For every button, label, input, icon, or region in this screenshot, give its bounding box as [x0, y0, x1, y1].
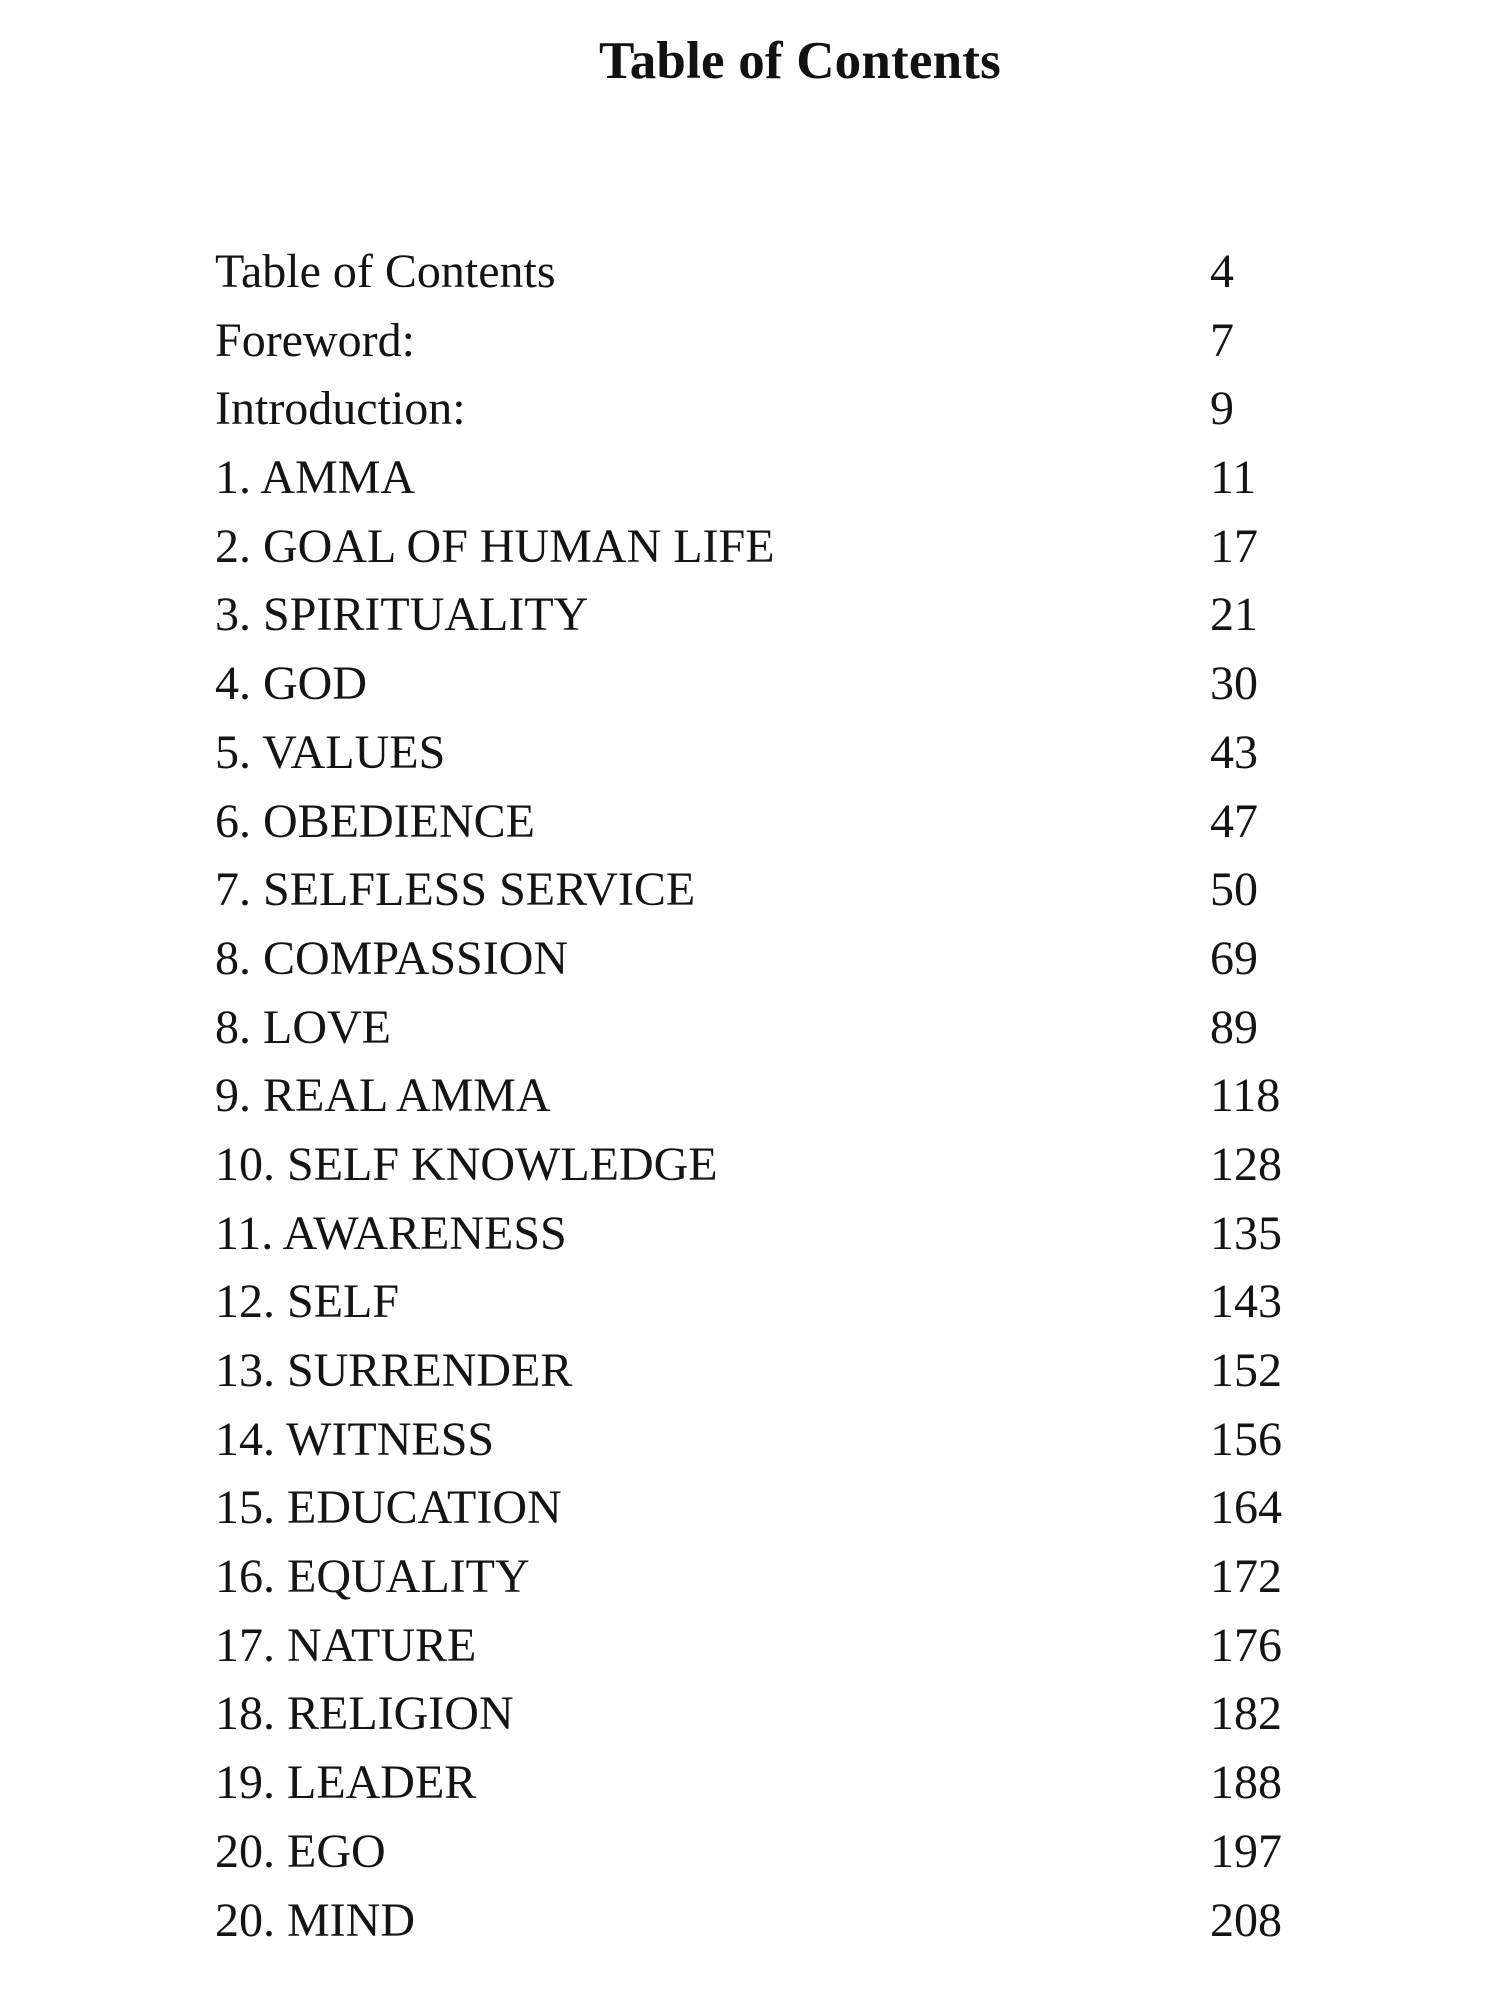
toc-entry [215, 925, 1315, 994]
toc-entry-page: 182 [1210, 1687, 1282, 1741]
toc-entry-page: 30 [1210, 657, 1258, 711]
toc-entry-label: 14. WITNESS [215, 1412, 495, 1466]
toc-entry [215, 581, 1315, 650]
toc-entry [215, 1680, 1315, 1749]
toc-entry-label: 13. SURRENDER [215, 1344, 573, 1397]
toc-entry-page: 208 [1210, 1893, 1282, 1947]
toc-list [215, 238, 1315, 1955]
toc-entry-label: 2. GOAL OF HUMAN LIFE [215, 519, 775, 573]
toc-entry-page: 17 [1210, 519, 1258, 573]
toc-entry [215, 1818, 1315, 1887]
toc-entry [215, 719, 1315, 788]
toc-entry [215, 650, 1315, 719]
toc-entry-page: 7 [1210, 313, 1234, 367]
toc-entry [215, 856, 1315, 925]
toc-entry-label: 20. MIND [215, 1893, 415, 1947]
toc-entry [215, 1062, 1315, 1131]
toc-entry-page: 118 [1210, 1069, 1281, 1123]
toc-entry-label: 7. SELFLESS SERVICE [215, 863, 696, 917]
toc-entry [215, 1337, 1315, 1406]
toc-entry-page: 143 [1210, 1275, 1282, 1329]
toc-entry-label: 17. NATURE [215, 1618, 477, 1672]
toc-entry-page: 11 [1210, 451, 1257, 505]
toc-entry [215, 1200, 1315, 1269]
toc-entry [215, 1474, 1315, 1543]
toc-entry-label: 10. SELF KNOWLEDGE [215, 1137, 718, 1191]
toc-entry [215, 788, 1315, 857]
toc-entry [215, 1406, 1315, 1475]
toc-entry [215, 1749, 1315, 1818]
toc-entry-page: 156 [1210, 1412, 1282, 1466]
toc-entry-page: 50 [1210, 863, 1258, 917]
toc-entry-page: 47 [1210, 794, 1258, 848]
toc-entry-label: 1. AMMA [215, 451, 416, 505]
toc-entry-label: 3. SPIRITUALITY [215, 588, 589, 642]
toc-entry-page: 197 [1210, 1824, 1282, 1878]
toc-entry-label: 20. EGO [215, 1824, 386, 1878]
page-title: Table of Contents [599, 32, 1001, 90]
toc-entry-label: 8. COMPASSION [215, 931, 569, 985]
toc-entry-page: 188 [1210, 1756, 1282, 1810]
toc-entry-page: 21 [1210, 588, 1258, 642]
toc-entry [215, 238, 1315, 307]
toc-entry-label: 15. EDUCATION [215, 1481, 562, 1535]
toc-entry-label: 4. GOD [215, 657, 367, 711]
toc-entry-page: 89 [1210, 1000, 1258, 1054]
toc-entry-page: 164 [1210, 1481, 1282, 1535]
toc-entry-label: 8. LOVE [215, 1000, 391, 1054]
toc-entry-page: 9 [1210, 382, 1234, 436]
toc-entry-label: 11. AWARENESS [215, 1206, 567, 1260]
toc-entry-label: Table of Contents [215, 245, 556, 298]
toc-entry-label: 9. REAL AMMA [215, 1069, 551, 1123]
toc-entry-label: 5. VALUES [215, 725, 446, 779]
toc-entry-label: 12. SELF [215, 1275, 400, 1329]
toc-entry-label: 6. OBEDIENCE [215, 794, 535, 848]
toc-entry-label: 16. EQUALITY [215, 1550, 530, 1604]
toc-entry [215, 513, 1315, 582]
toc-entry-label: 19. LEADER [215, 1756, 477, 1810]
toc-entry-page: 69 [1210, 931, 1258, 985]
toc-entry-page: 135 [1210, 1206, 1282, 1260]
toc-entry [215, 1543, 1315, 1612]
toc-entry-page: 128 [1210, 1137, 1282, 1191]
toc-entry [215, 375, 1315, 444]
toc-entry-page: 172 [1210, 1550, 1282, 1604]
toc-entry-page: 176 [1210, 1618, 1282, 1672]
toc-entry-label: Foreword: [215, 313, 415, 367]
toc-entry [215, 307, 1315, 376]
toc-entry-page: 152 [1210, 1344, 1282, 1397]
toc-entry [215, 1131, 1315, 1200]
toc-entry [215, 994, 1315, 1063]
toc-entry [215, 1887, 1315, 1956]
toc-entry-label: Introduction: [215, 382, 466, 436]
toc-entry [215, 444, 1315, 513]
toc-entry-label: 18. RELIGION [215, 1687, 514, 1741]
toc-entry-page: 4 [1210, 245, 1234, 298]
toc-entry-page: 43 [1210, 725, 1258, 779]
toc-entry [215, 1268, 1315, 1337]
toc-entry [215, 1612, 1315, 1681]
